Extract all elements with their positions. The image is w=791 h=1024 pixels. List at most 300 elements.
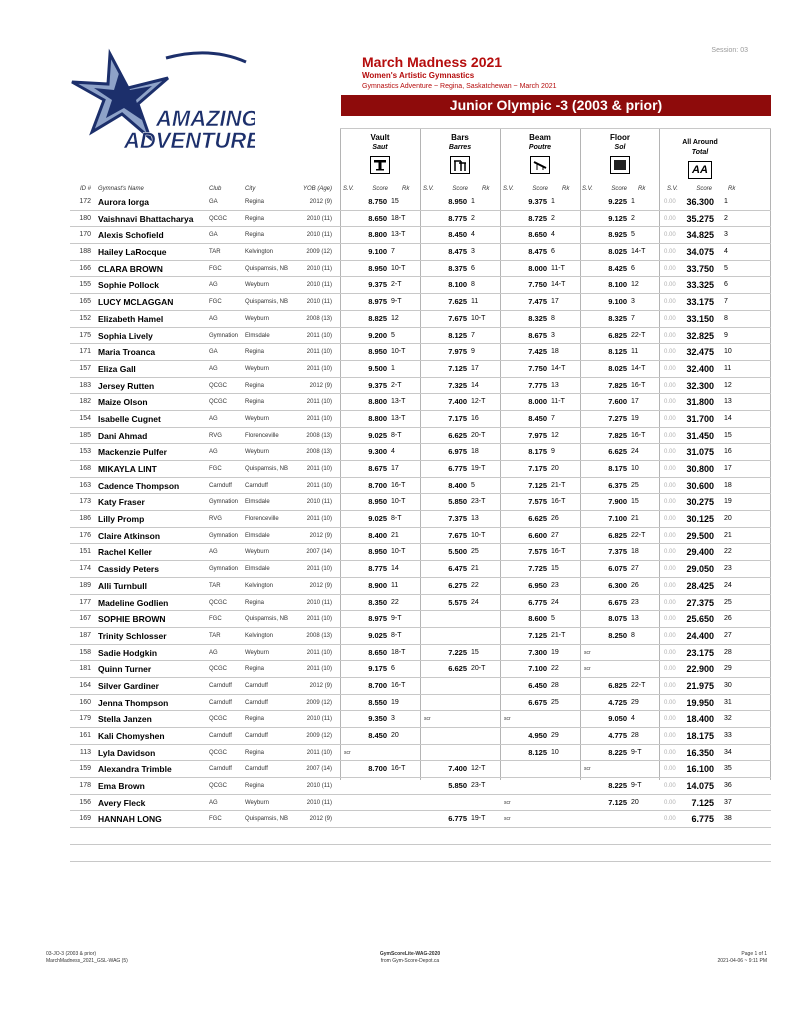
all-around-score: 23.175 (686, 647, 714, 658)
gymnast-name: Katy Fraser (98, 497, 145, 508)
gymnast-id: 178 (79, 782, 91, 790)
all-around-sv: 0.00 (664, 682, 676, 689)
gymnast-name: Aurora Iorga (98, 197, 150, 207)
club: GA (209, 349, 218, 356)
all-around-rank: 36 (724, 782, 732, 790)
bars-score: 7.975 (448, 347, 467, 357)
footer-left: 03-JO-3 (2003 & prior) MarchMadness_2021_GSL-WAG (5) (46, 951, 128, 964)
club: Carnduff (209, 482, 232, 489)
bars-score: 6.275 (448, 580, 467, 590)
city: Regina (245, 749, 265, 756)
all-around-score: 33.175 (686, 297, 714, 308)
vault-rank: 12 (391, 314, 399, 322)
vault-rank: 5 (391, 331, 395, 339)
all-around-rank: 6 (724, 281, 728, 289)
yob-age: 2007 (14) (306, 766, 332, 773)
beam-score: 7.100 (528, 664, 547, 674)
all-around-rank: 32 (724, 715, 732, 723)
floor-score: 8.075 (608, 614, 627, 624)
gymnast-id: 179 (79, 715, 91, 723)
beam-score: 6.450 (528, 680, 547, 690)
gymnast-name: Kali Chomyshen (98, 731, 165, 741)
beam-rank: 14-T (551, 364, 566, 372)
bars-rank: 6 (471, 264, 475, 272)
vault-score: 9.375 (368, 280, 387, 290)
all-around-score: 30.275 (686, 497, 714, 508)
beam-rank: 26 (551, 515, 559, 523)
gymnast-id: 113 (79, 748, 91, 756)
vault-icon (370, 156, 390, 174)
floor-rank: 3 (631, 298, 635, 306)
gymnast-id: 160 (79, 698, 91, 706)
all-around-rank: 38 (724, 815, 732, 823)
yob-age: 2012 (9) (309, 199, 332, 205)
all-around-rank: 27 (724, 631, 732, 639)
all-around-rank: 21 (724, 531, 732, 539)
bars-score: 7.675 (448, 313, 467, 323)
gymnast-name: Claire Atkinson (98, 530, 161, 541)
bars-score: 8.125 (448, 330, 467, 340)
all-around-score: 27.375 (686, 597, 714, 608)
city: Carnduff (245, 699, 268, 706)
club: Gymnation (209, 332, 239, 339)
yob-age: 2010 (11) (306, 215, 332, 222)
beam-rank: 27 (551, 531, 559, 539)
beam-rank: 12 (551, 431, 559, 439)
gymnast-id: 180 (79, 214, 91, 222)
yob-age: 2012 (9) (309, 582, 332, 589)
bars-rank: 18 (471, 448, 479, 456)
vault-score: 8.700 (368, 680, 387, 690)
gymnast-id: 177 (79, 598, 91, 606)
all-around-score: 31.450 (686, 430, 714, 441)
col-score: Score (696, 186, 712, 192)
gymnast-id: 169 (79, 815, 91, 823)
beam-sv: scr (504, 716, 511, 723)
beam-rank: 8 (551, 314, 555, 322)
footer-right: Page 1 of 1 2021-04-06 ~ 9:11 PM (717, 951, 767, 964)
vault-rank: 1 (391, 364, 395, 372)
gymnast-id: 167 (79, 615, 91, 623)
all-around-sv: 0.00 (664, 215, 676, 222)
bars-score: 5.500 (448, 547, 467, 557)
vault-rank: 9-T (391, 615, 402, 623)
vault-rank: 21 (391, 531, 399, 539)
table-row (70, 411, 771, 428)
floor-rank: 22-T (631, 681, 646, 689)
empty-row (70, 828, 771, 845)
city: Florenceville (245, 516, 279, 523)
event-header-floor: Floor Sol (580, 133, 660, 174)
table-row (70, 728, 771, 745)
floor-score: 4.725 (608, 697, 627, 707)
empty-row (70, 845, 771, 862)
club: RVG (209, 432, 222, 439)
gymnast-id: 176 (79, 531, 91, 539)
club: Carnduff (209, 766, 232, 773)
all-around-sv: 0.00 (664, 249, 676, 256)
event-header-beam: Beam Poutre (500, 133, 580, 174)
beam-score: 7.475 (528, 297, 547, 307)
floor-score: 7.825 (608, 430, 627, 440)
col-gymnast: Gymnast's Name (98, 186, 144, 192)
yob-age: 2011 (10) (306, 349, 332, 356)
beam-score: 8.725 (528, 213, 547, 223)
floor-rank: 23 (631, 598, 639, 606)
gymnast-id: 183 (79, 381, 91, 389)
floor-score: 8.425 (608, 263, 627, 273)
yob-age: 2012 (9) (309, 682, 332, 689)
table-row (70, 294, 771, 311)
beam-rank: 9 (551, 448, 555, 456)
floor-score: 9.225 (608, 197, 627, 206)
club: AG (209, 549, 218, 556)
all-around-score: 24.400 (686, 630, 714, 641)
bars-score: 5.850 (448, 781, 467, 791)
floor-score: 8.100 (608, 280, 627, 290)
all-around-score: 22.900 (686, 664, 714, 675)
floor-rank: 5 (631, 231, 635, 239)
grid-top-border (340, 128, 771, 129)
vault-rank: 6 (391, 665, 395, 673)
yob-age: 2012 (9) (309, 382, 332, 389)
bars-rank: 19-T (471, 815, 486, 823)
bars-rank: 10-T (471, 531, 486, 539)
floor-score: 9.100 (608, 297, 627, 307)
beam-rank: 25 (551, 698, 559, 706)
gymnast-name: LUCY MCLAGGAN (98, 297, 174, 308)
bars-rank: 11 (471, 298, 479, 306)
yob-age: 2009 (12) (306, 249, 332, 256)
club: Carnduff (209, 699, 232, 706)
table-row (70, 661, 771, 678)
all-around-score: 16.100 (686, 764, 714, 775)
floor-score: 7.125 (608, 797, 627, 807)
floor-sv: scr (584, 766, 591, 773)
beam-score: 7.975 (528, 430, 547, 440)
all-around-sv: 0.00 (664, 532, 676, 539)
city: Kelvington (245, 249, 274, 256)
club: QCGC (209, 215, 227, 222)
all-around-rank: 10 (724, 348, 732, 356)
floor-score: 6.300 (608, 580, 627, 590)
floor-sv: scr (584, 666, 591, 673)
vault-rank: 2-T (391, 281, 402, 289)
all-around-score: 32.400 (686, 363, 714, 374)
vault-rank: 7 (391, 248, 395, 256)
yob-age: 2012 (9) (309, 532, 332, 539)
club: QCGC (209, 749, 227, 756)
gymnast-name: Alli Turnbull (98, 580, 147, 591)
col-score: Score (532, 186, 548, 192)
vault-rank: 8-T (391, 515, 402, 523)
city: Kelvington (245, 632, 274, 639)
vault-score: 8.350 (368, 597, 387, 607)
gymnast-name: Sophie Pollock (98, 280, 159, 291)
bars-score: 7.400 (448, 764, 467, 774)
vault-rank: 3 (391, 715, 395, 723)
floor-score: 6.825 (608, 330, 627, 340)
yob-age: 2011 (10) (306, 332, 332, 339)
gymnast-id: 153 (79, 448, 91, 456)
all-around-rank: 11 (724, 364, 732, 372)
gymnast-id: 166 (79, 264, 91, 272)
table-row (70, 511, 771, 528)
table-row (70, 544, 771, 561)
floor-score: 6.075 (608, 564, 627, 574)
gymnast-name: Vaishnavi Bhattacharya (98, 213, 194, 224)
table-row (70, 194, 771, 211)
city: Weyburn (245, 649, 269, 656)
table-row (70, 695, 771, 712)
vault-sv: scr (344, 749, 351, 756)
beam-rank: 21-T (551, 631, 566, 639)
vault-rank: 10-T (391, 548, 406, 556)
city: Regina (245, 666, 265, 673)
gymnast-id: 158 (79, 648, 91, 656)
yob-age: 2010 (11) (306, 716, 332, 723)
all-around-sv: 0.00 (664, 766, 676, 773)
vault-rank: 14 (391, 565, 399, 573)
col-score: Score (611, 186, 627, 192)
floor-score: 9.125 (608, 213, 627, 223)
table-row (70, 277, 771, 294)
floor-rank: 18 (631, 548, 639, 556)
all-around-sv: 0.00 (664, 549, 676, 556)
vault-score: 8.700 (368, 480, 387, 490)
floor-score: 8.025 (608, 363, 627, 373)
club: FGC (209, 816, 222, 823)
col-score: Score (452, 186, 468, 192)
city: Regina (245, 599, 265, 606)
all-around-sv: 0.00 (664, 332, 676, 339)
gymnast-name: Madeline Godlien (98, 597, 169, 608)
floor-sv: scr (584, 649, 591, 656)
all-around-sv: 0.00 (664, 599, 676, 606)
yob-age: 2011 (10) (306, 566, 332, 573)
all-around-score: 34.075 (686, 247, 714, 258)
beam-score: 7.575 (528, 547, 547, 557)
col-club: Club (209, 186, 222, 192)
beam-sv: scr (504, 799, 511, 806)
vault-score: 9.175 (368, 664, 387, 674)
beam-rank: 19 (551, 648, 559, 656)
table-row (70, 394, 771, 411)
all-around-sv: 0.00 (664, 432, 676, 439)
all-around-rank: 8 (724, 314, 728, 322)
all-around-score: 31.700 (686, 413, 714, 424)
all-around-score: 34.825 (686, 230, 714, 241)
yob-age: 2011 (10) (306, 666, 332, 673)
gymnast-name: Lilly Promp (98, 514, 145, 525)
vault-score: 9.375 (368, 380, 387, 390)
floor-rank: 22-T (631, 331, 646, 339)
beam-score: 8.125 (528, 747, 547, 757)
vault-score: 8.800 (368, 230, 387, 240)
bars-score: 6.475 (448, 564, 467, 574)
floor-score: 4.775 (608, 731, 627, 740)
beam-rank: 17 (551, 298, 559, 306)
city: Regina (245, 382, 265, 389)
yob-age: 2007 (14) (306, 549, 332, 556)
all-around-sv: 0.00 (664, 666, 676, 673)
table-row (70, 244, 771, 261)
table-row (70, 261, 771, 278)
vault-rank: 8-T (391, 631, 402, 639)
floor-rank: 11 (631, 348, 639, 356)
session-label: Session: 03 (711, 47, 748, 54)
floor-rank: 29 (631, 698, 639, 706)
gymnast-id: 165 (79, 298, 91, 306)
all-around-score: 30.600 (686, 480, 714, 491)
gymnast-name: Isabelle Cugnet (98, 413, 161, 424)
beam-score: 7.750 (528, 280, 547, 290)
club: Gymnation (209, 532, 239, 539)
all-around-score: 18.175 (686, 731, 714, 741)
all-around-rank: 22 (724, 548, 732, 556)
beam-score: 7.575 (528, 497, 547, 507)
vault-score: 8.700 (368, 764, 387, 774)
results-table (70, 194, 771, 862)
club: GA (209, 232, 218, 239)
gymnast-id: 168 (79, 465, 91, 472)
city: Quispamsis, NB (245, 466, 289, 472)
beam-rank: 2 (551, 214, 555, 222)
table-row (70, 595, 771, 612)
vault-score: 8.825 (368, 313, 387, 323)
col-sv: S.V. (423, 186, 434, 192)
gymnast-id: 151 (79, 548, 91, 556)
yob-age: 2009 (12) (306, 699, 332, 706)
bars-rank: 10-T (471, 314, 486, 322)
bars-rank: 21 (471, 565, 479, 573)
table-row (70, 494, 771, 511)
club: AG (209, 649, 218, 656)
col-city: City (245, 186, 256, 192)
club: QCGC (209, 666, 227, 673)
beam-sv: scr (504, 816, 511, 823)
floor-rank: 13 (631, 615, 639, 623)
gymnast-id: 182 (79, 398, 91, 406)
beam-score: 7.750 (528, 363, 547, 373)
bars-rank: 23-T (471, 782, 486, 790)
all-around-sv: 0.00 (664, 199, 676, 205)
beam-rank: 22 (551, 665, 559, 673)
beam-rank: 1 (551, 198, 555, 205)
beam-score: 6.600 (528, 530, 547, 540)
all-around-score: 32.825 (686, 330, 714, 341)
vault-rank: 11 (391, 581, 399, 589)
floor-rank: 17 (631, 398, 639, 406)
bars-rank: 25 (471, 548, 479, 556)
all-around-sv: 0.00 (664, 415, 676, 422)
beam-rank: 28 (551, 681, 559, 689)
beam-score: 7.125 (528, 480, 547, 490)
city: Elmsdale (245, 332, 270, 339)
floor-rank: 20 (631, 798, 639, 806)
beam-score: 7.775 (528, 380, 547, 390)
vault-score: 8.800 (368, 413, 387, 423)
yob-age: 2010 (11) (306, 282, 332, 289)
city: Carnduff (245, 766, 268, 773)
bars-score: 7.175 (448, 413, 467, 423)
floor-score: 8.125 (608, 347, 627, 357)
gymnast-name: Dani Ahmad (98, 430, 148, 441)
vault-rank: 2-T (391, 381, 402, 389)
all-around-score: 29.400 (686, 547, 714, 558)
floor-score: 7.100 (608, 514, 627, 524)
all-around-sv: 0.00 (664, 265, 676, 272)
gymnast-id: 157 (79, 364, 91, 372)
bars-rank: 9 (471, 348, 475, 356)
table-row (70, 778, 771, 795)
all-around-score: 14.075 (686, 781, 714, 792)
vault-rank: 17 (391, 465, 399, 472)
club: TAR (209, 249, 221, 256)
vault-score: 9.025 (368, 430, 387, 440)
vault-score: 8.650 (368, 213, 387, 223)
event-header-bars: Bars Barres (420, 133, 500, 174)
vault-score: 8.975 (368, 297, 387, 307)
beam-score: 7.300 (528, 647, 547, 657)
bars-score: 6.625 (448, 430, 467, 440)
all-around-score: 18.400 (686, 714, 714, 725)
club: AG (209, 365, 218, 372)
vault-rank: 16-T (391, 765, 406, 773)
club: QCGC (209, 382, 227, 389)
beam-score: 8.650 (528, 230, 547, 240)
vault-rank: 16-T (391, 681, 406, 689)
floor-rank: 2 (631, 214, 635, 222)
bars-rank: 16 (471, 414, 479, 422)
gymnast-name: Alexandra Trimble (98, 764, 172, 775)
floor-rank: 14-T (631, 364, 646, 372)
bars-rank: 19-T (471, 465, 486, 472)
vault-score: 9.300 (368, 447, 387, 457)
bars-score: 5.850 (448, 497, 467, 507)
floor-rank: 14-T (631, 248, 646, 256)
bars-rank: 24 (471, 598, 479, 606)
gymnast-id: 187 (79, 631, 91, 639)
all-around-sv: 0.00 (664, 816, 676, 823)
club: FGC (209, 265, 222, 272)
floor-score: 6.825 (608, 680, 627, 690)
col-score: Score (372, 186, 388, 192)
city: Weyburn (245, 449, 269, 456)
yob-age: 2011 (10) (306, 482, 332, 489)
gymnast-name: Eliza Gall (98, 363, 136, 374)
yob-age: 2011 (10) (306, 365, 332, 372)
gymnast-id: 154 (79, 414, 91, 422)
club: FGC (209, 616, 222, 623)
gymnast-name: Cassidy Peters (98, 564, 159, 575)
yob-age: 2010 (11) (306, 299, 332, 306)
vault-score: 8.650 (368, 647, 387, 657)
gymnast-id: 170 (79, 231, 91, 239)
bars-sv: scr (424, 716, 431, 723)
gymnast-id: 152 (79, 314, 91, 322)
bars-score: 7.225 (448, 647, 467, 657)
gymnast-id: 164 (79, 681, 91, 689)
all-around-score: 21.975 (686, 680, 714, 691)
all-around-rank: 5 (724, 264, 728, 272)
all-around-score: 31.800 (686, 397, 714, 408)
col-sv: S.V. (343, 186, 354, 192)
yob-age: 2010 (11) (306, 599, 332, 606)
all-around-score: 29.500 (686, 530, 714, 541)
floor-rank: 27 (631, 565, 639, 573)
bars-rank: 12-T (471, 765, 486, 773)
